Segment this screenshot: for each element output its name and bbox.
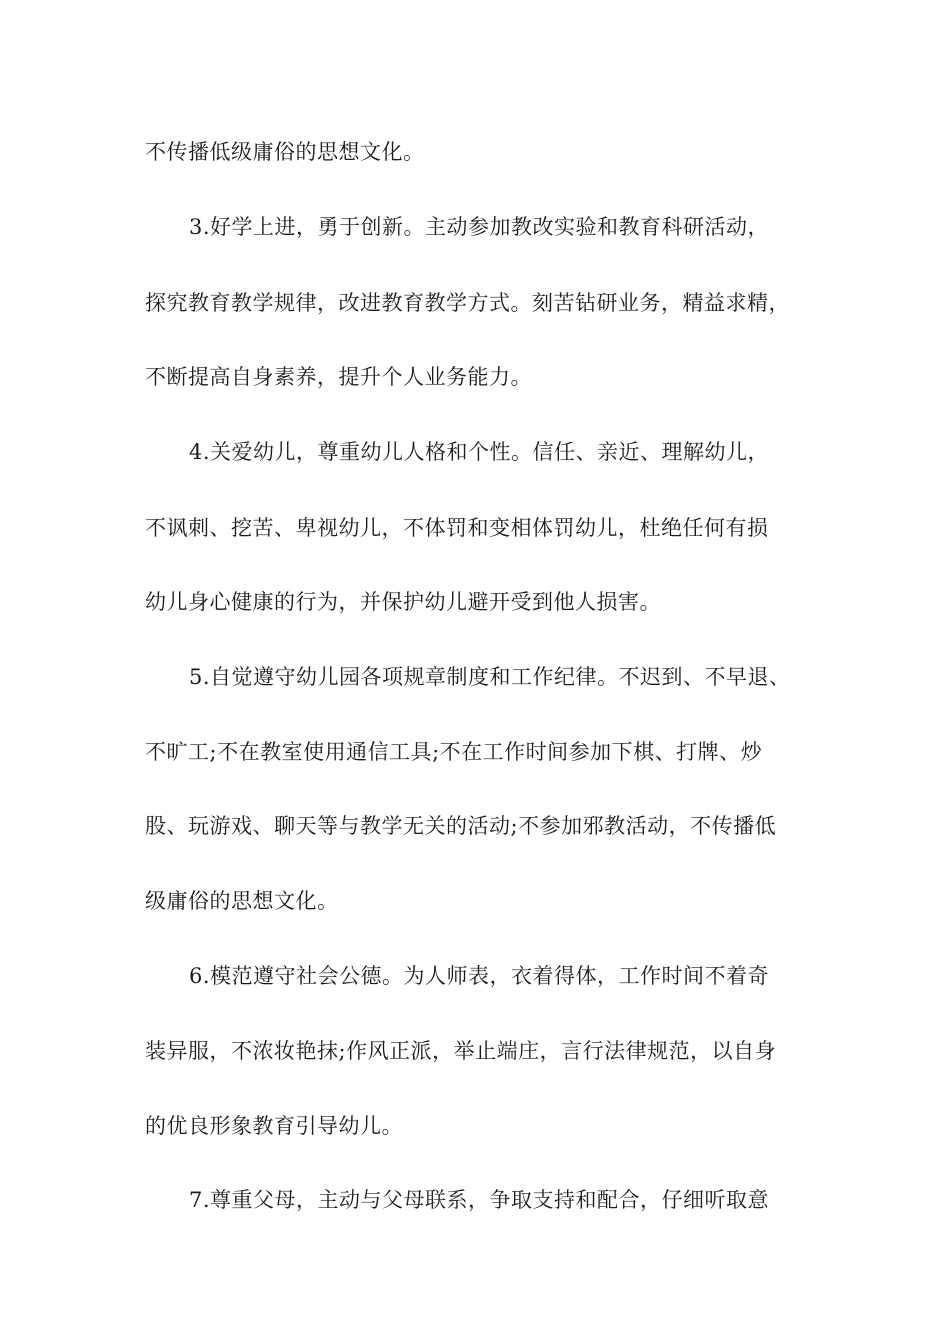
text-line: 股、玩游戏、聊天等与教学无关的活动;不参加邪教活动，不传播低 [145, 814, 777, 838]
text-line: 的优良形象教育引导幼儿。 [145, 1114, 403, 1138]
paragraph-5-line: 5.自觉遵守幼儿园各项规章制度和工作纪律。不迟到、不早退、 [189, 665, 791, 689]
text-line: 不旷工;不在教室使用通信工具;不在工作时间参加下棋、打牌、炒 [145, 740, 763, 764]
paragraph-7-line: 7.尊重父母，主动与父母联系，争取支持和配合，仔细听取意 [189, 1188, 770, 1212]
text-line: 探究教育教学规律，改进教育教学方式。刻苦钻研业务，精益求精， [145, 291, 790, 315]
text-line: 级庸俗的思想文化。 [145, 889, 339, 913]
text-line: 不讽刺、挖苦、卑视幼儿，不体罚和变相体罚幼儿，杜绝任何有损 [145, 516, 769, 540]
text-line: 不断提高自身素养，提升个人业务能力。 [145, 365, 532, 389]
paragraph-3-line: 3.好学上进，勇于创新。主动参加教改实验和教育科研活动， [189, 215, 770, 239]
paragraph-6-line: 6.模范遵守社会公德。为人师表，衣着得体，工作时间不着奇 [189, 964, 770, 988]
text-line: 不传播低级庸俗的思想文化。 [145, 140, 425, 164]
text-line: 幼儿身心健康的行为，并保护幼儿避开受到他人损害。 [145, 590, 661, 614]
text-line: 装异服，不浓妆艳抹;作风正派，举止端庄，言行法律规范，以自身 [145, 1039, 777, 1063]
paragraph-4-line: 4.关爱幼儿，尊重幼儿人格和个性。信任、亲近、理解幼儿， [189, 440, 770, 464]
